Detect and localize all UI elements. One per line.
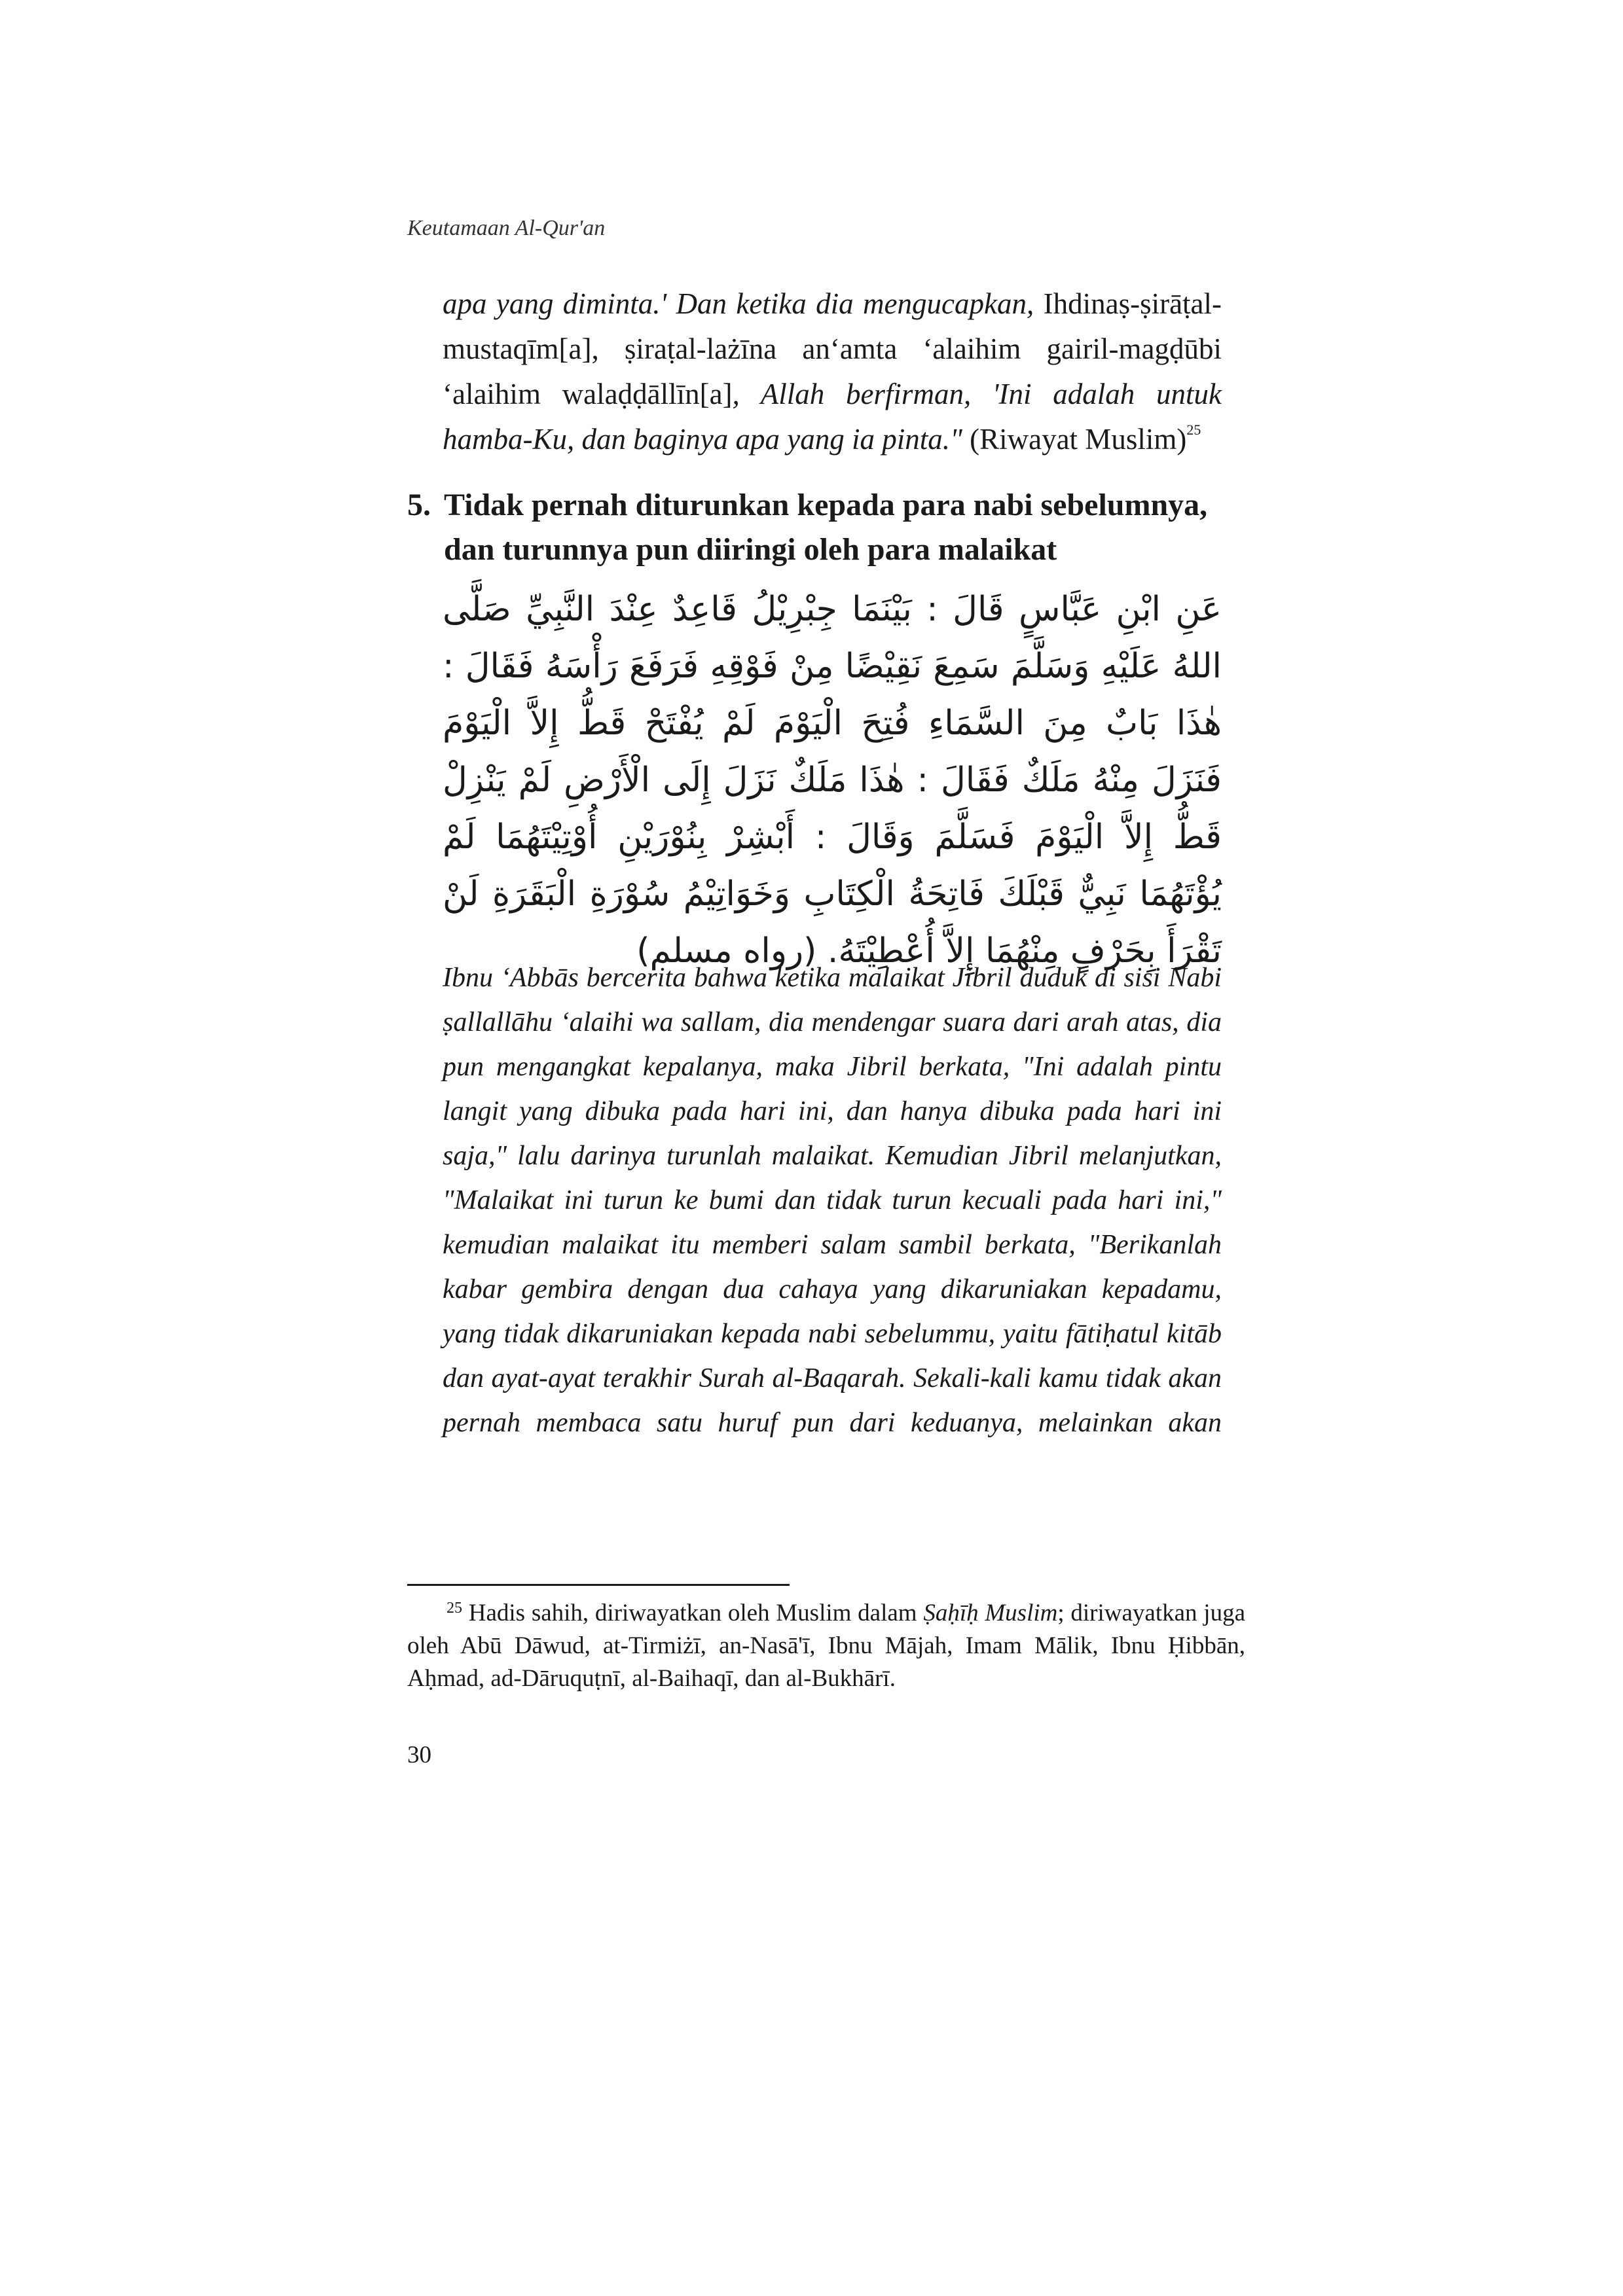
footnote-text-end: ; diriwayatkan juga oleh Abū Dāwud, at-Tirmiżī, an-Nasā'ī, Ibnu Mājah, Imam Mālik, Ibnu Ḥibbān, Aḥmad, ad-Dāruquṭnī, al-Baihaqī, dan al-Bukhārī. — [407, 1600, 1245, 1692]
footnote-text-start: Hadis sahih, diriwayatkan oleh Muslim dalam — [468, 1600, 917, 1626]
hadith-arabic-text: عَنِ ابْنِ عَبَّاسٍ قَالَ : بَيْنَمَا جِبْرِيْلُ قَاعِدٌ عِنْدَ النَّبِيِّ صَلَّى اللهُ عَلَيْهِ وَسَلَّمَ سَمِعَ نَقِيْضًا مِنْ فَوْقِهِ فَرَفَعَ رَأْسَهُ فَقَالَ : هٰذَا بَابٌ مِنَ السَّمَاءِ فُتِحَ الْيَوْمَ لَمْ يُفْتَحْ قَطُّ إِلاَّ الْيَوْمَ فَنَزَلَ مِنْهُ مَلَكٌ فَقَالَ : هٰذَا مَلَكٌ نَزَلَ إِلَى الْأَرْضِ لَمْ يَنْزِلْ قَطُّ إِلاَّ الْيَوْمَ فَسَلَّمَ وَقَالَ : أَبْشِرْ بِنُوْرَيْنِ أُوْتِيْتَهُمَا لَمْ يُؤْتَهُمَا نَبِيٌّ قَبْلَكَ فَاتِحَةُ الْكِتَابِ وَخَوَاتِيْمُ سُوْرَةِ الْبَقَرَةِ لَنْ تَقْرَأَ بِحَرْفٍ مِنْهُمَا إِلاَّ أُعْطِيْتَهُ. (رواه مسلم) — [443, 590, 1222, 971]
section-number: 5. — [407, 488, 431, 522]
section-title: Tidak pernah diturunkan kepada para nabi sebelumnya, dan turunnya pun diiringi oleh para malaikat — [444, 488, 1208, 567]
footnote-number: 25 — [447, 1600, 462, 1617]
opening-paragraph — [443, 281, 1222, 462]
footnote-divider — [407, 1584, 790, 1586]
opening-italic-text: apa yang diminta.' Dan ketika dia mengucapkan, — [443, 287, 1034, 320]
footnote-book-title: Ṣaḥīḥ Muslim — [923, 1600, 1058, 1626]
opening-italic-quote: , Allah berfirman, 'Ini adalah untuk hamba-Ku, dan baginya apa yang ia pinta." — [443, 378, 1222, 456]
footnote — [407, 1597, 1245, 1695]
hadith-translation: Ibnu ‘Abbās bercerita bahwa ketika malaikat Jibril duduk di sisi Nabi ṣallallāhu ‘alaihi wa sallam, dia mendengar suara dari arah atas, dia pun mengangkat kepalanya, maka Jibril berkata, "Ini adalah pintu langit yang dibuka pada hari ini, dan hanya dibuka pada hari ini saja," lalu darinya turunlah malaikat. Kemudian Jibril melanjutkan, "Malaikat ini turun ke bumi dan tidak turun kecuali pada hari ini," kemudian malaikat itu memberi salam sambil berkata, "Berikanlah kabar gembira dengan dua cahaya yang dikaruniakan kepadamu, yang tidak dikaruniakan kepada nabi sebelummu, yaitu fātiḥatul kitāb dan ayat-ayat terakhir Surah al-Baqarah. Sekali-kali kamu tidak akan pernah membaca satu huruf pun dari keduanya, melainkan akan — [443, 963, 1222, 1438]
footnote-reference: 25 — [1186, 422, 1201, 438]
page-number: 30 — [407, 1742, 431, 1768]
opening-transliteration: Ihdinaṣ-ṣirāṭal-mustaqīm[a], ṣiraṭal-lażīna an‘amta ‘alaihim gairil-magḍūbi ‘alaihim walaḍḍāllīn[a] — [443, 287, 1222, 410]
running-header: Keutamaan Al-Qur'an — [407, 216, 606, 240]
opening-source: (Riwayat Muslim) — [970, 423, 1187, 456]
